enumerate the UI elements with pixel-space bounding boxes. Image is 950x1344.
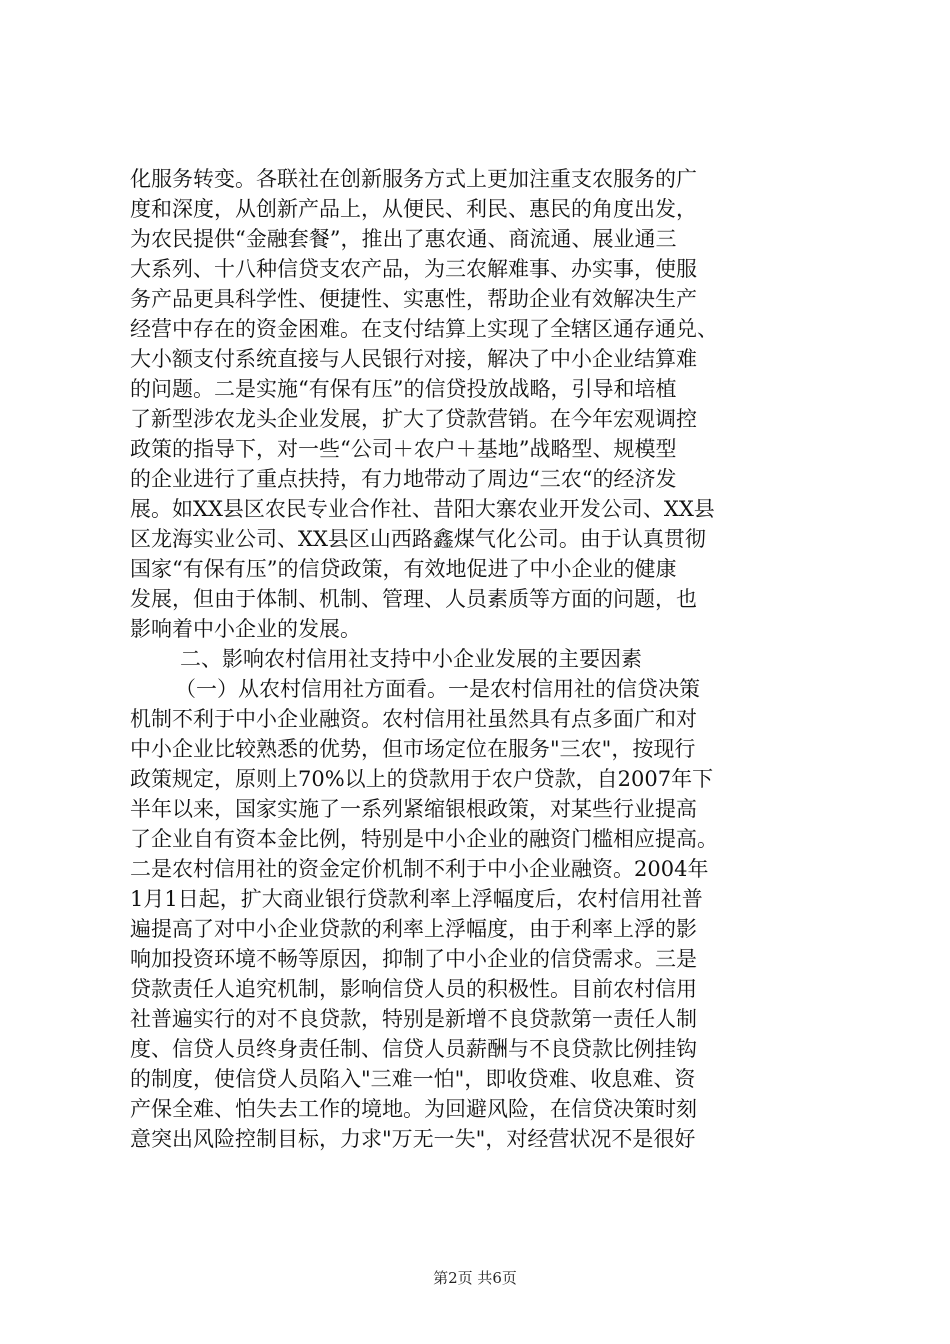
text-line: 大系列、十八种信贷支农产品，为三农解难事、办实事，使服 [130,257,697,281]
section-heading: 二、影响农村信用社支持中小企业发展的主要因素 [180,647,642,671]
text-line: 产保全难、怕失去工作的境地。为回避风险，在信贷决策时刻 [130,1097,697,1121]
text-line: 发展，但由于体制、机制、管理、人员素质等方面的问题，也 [130,587,697,611]
text-line: 政策的指导下，对一些“公司＋农户＋基地”战略型、规模型 [130,437,677,461]
document-body [130,164,830,1154]
text-line: 政策规定，原则上70%以上的贷款用于农户贷款，自2007年下 [130,767,714,791]
text-line: 半年以来，国家实施了一系列紧缩银根政策，对某些行业提高 [130,797,697,821]
text-line: 经营中存在的资金困难。在支付结算上实现了全辖区通存通兑、 [130,317,718,341]
text-line: 的企业进行了重点扶持，有力地带动了周边“三农“的经济发 [130,467,677,491]
text-line: 1月1日起，扩大商业银行贷款利率上浮幅度后，农村信用社普 [130,887,703,911]
text-line: 遍提高了对中小企业贷款的利率上浮幅度，由于利率上浮的影 [130,917,697,941]
text-line: 机制不利于中小企业融资。农村信用社虽然具有点多面广和对 [130,707,697,731]
text-line: 度、信贷人员终身责任制、信贷人员薪酬与不良贷款比例挂钩 [130,1037,697,1061]
text-line: 度和深度，从创新产品上，从便民、利民、惠民的角度出发， [130,197,697,221]
text-line: 为农民提供“金融套餐”，推出了惠农通、商流通、展业通三 [130,227,677,251]
text-line: 化服务转变。各联社在创新服务方式上更加注重支农服务的广 [130,167,697,191]
text-line: 国家“有保有压”的信贷政策，有效地促进了中小企业的健康 [130,557,677,581]
text-line: 大小额支付系统直接与人民银行对接，解决了中小企业结算难 [130,347,697,371]
paragraph-first-line: （一）从农村信用社方面看。一是农村信用社的信贷决策 [175,677,700,701]
page-number-footer: 第2页 共6页 [433,1269,517,1287]
text-line: 的制度，使信贷人员陷入"三难一怕"，即收贷难、收息难、资 [130,1067,696,1091]
text-line: 了企业自有资本金比例，特别是中小企业的融资门槛相应提高。 [130,827,718,851]
text-line: 响加投资环境不畅等原因，抑制了中小企业的信贷需求。三是 [130,947,697,971]
text-line: 贷款责任人追究机制，影响信贷人员的积极性。目前农村信用 [130,977,697,1001]
text-line: 了新型涉农龙头企业发展，扩大了贷款营销。在今年宏观调控 [130,407,697,431]
text-line: 务产品更具科学性、便捷性、实惠性，帮助企业有效解决生产 [130,287,697,311]
text-line: 展。如XX县区农民专业合作社、昔阳大寨农业开发公司、XX县 [130,497,715,521]
text-line: 中小企业比较熟悉的优势，但市场定位在服务"三农"，按现行 [130,737,696,761]
text-line: 二是农村信用社的资金定价机制不利于中小企业融资。2004年 [130,857,709,881]
text-line: 的问题。二是实施“有保有压”的信贷投放战略，引导和培植 [130,377,677,401]
text-line: 影响着中小企业的发展。 [130,617,361,641]
text-line: 社普遍实行的对不良贷款，特别是新增不良贷款第一责任人制 [130,1007,697,1031]
text-line: 区龙海实业公司、XX县区山西路鑫煤气化公司。由于认真贯彻 [130,527,706,551]
text-line: 意突出风险控制目标，力求"万无一失"，对经营状况不是很好 [130,1127,696,1151]
